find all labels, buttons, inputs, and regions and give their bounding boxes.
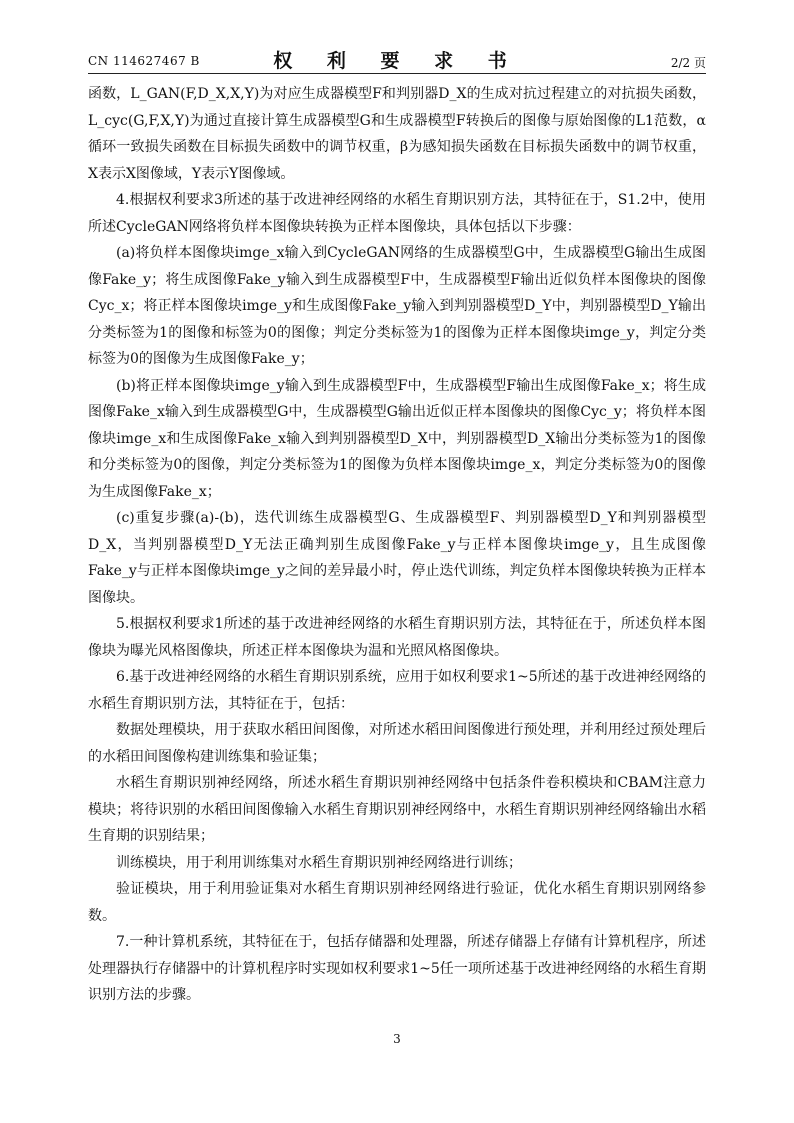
claim-6-data-module: 数据处理模块，用于获取水稻田间图像，对所述水稻田间图像进行预处理，并利用经过预处理后的水稻田间图像构建训练集和验证集； xyxy=(88,722,706,765)
claim-4-step-b: (b)将正样本图像块imge_y输入到生成器模型F中，生成器模型F输出生成图像Fake_x；将生成图像Fake_x输入到生成器模型G中，生成器模型G输出近似正样本图像块的图像Cyc_y；将负样本图像块imge_x和生成图像Fake_x输入到判别器模型D_X中，判别器模型D_X输出分类标签为1的图像和分类标签为0的图像，判定分类标签为1的图像为负样本图像块imge_x，判定分类标签为0的图像为生成图像Fake_x； xyxy=(88,377,706,500)
header-rule xyxy=(88,73,706,74)
claim-4-step-c: (c)重复步骤(a)-(b)，迭代训练生成器模型G、生成器模型F、判别器模型D_Y和判别器模型D_X，当判别器模型D_Y无法正确判别生成图像Fake_y与正样本图像块imge_y，且生成图像Fake_y与正样本图像块imge_y之间的差异最小时，停止迭代训练，判定负样本图像块转换为正样本图像块。 xyxy=(88,510,706,606)
claim-7: 7.一种计算机系统，其特征在于，包括存储器和处理器，所述存储器上存储有计算机程序，所述处理器执行存储器中的计算机程序时实现如权利要求1~5任一项所述基于改进神经网络的水稻生育期识别方法的步骤。 xyxy=(88,934,706,1003)
claim-6-training-module: 训练模块，用于利用训练集对水稻生育期识别神经网络进行训练； xyxy=(116,854,522,871)
page-indicator: 2/2 页 xyxy=(670,56,706,70)
paragraph-continuation: 函数，L_GAN(F,D_X,X,Y)为对应生成器模型F和判别器D_X的生成对抗过程建立的对抗损失函数，L_cyc(G,F,X,Y)为通过直接计算生成器模型G和生成器模型F转换后的图像与原始图像的L1范数，α循环一致损失函数在目标损失函数中的调节权重，β为感知损失函数在目标损失函数中的调节权重，X表示X图像域，Y表示Y图像域。 xyxy=(88,86,706,182)
claim-5: 5.根据权利要求1所述的基于改进神经网络的水稻生育期识别方法，其特征在于，所述负样本图像块为曝光风格图像块，所述正样本图像块为温和光照风格图像块。 xyxy=(88,616,706,659)
claim-6-network: 水稻生育期识别神经网络，所述水稻生育期识别神经网络中包括条件卷积模块和CBAM注意力模块；将待识别的水稻田间图像输入水稻生育期识别神经网络中，水稻生育期识别神经网络输出水稻生育期的识别结果； xyxy=(88,775,706,844)
claim-4: 4.根据权利要求3所述的基于改进神经网络的水稻生育期识别方法，其特征在于，S1.2中，使用所述CycleGAN网络将负样本图像块转换为正样本图像块，具体包括以下步骤： xyxy=(88,192,706,235)
claim-6: 6.基于改进神经网络的水稻生育期识别系统，应用于如权利要求1~5所述的基于改进神经网络的水稻生育期识别方法，其特征在于，包括： xyxy=(88,669,706,712)
page-title: 权 利 要 求 书 xyxy=(273,50,521,72)
claim-4-step-a: (a)将负样本图像块imge_x输入到CycleGAN网络的生成器模型G中，生成器模型G输出生成图像Fake_y；将生成图像Fake_y输入到生成器模型F中，生成器模型F输出近似负样本图像块的图像Cyc_x；将正样本图像块imge_y和生成图像Fake_y输入到判别器模型D_Y中，判别器模型D_Y输出分类标签为1的图像和标签为0的图像；判定分类标签为1的图像为正样本图像块imge_y，判定分类标签为0的图像为生成图像Fake_y； xyxy=(88,245,706,367)
claims-body xyxy=(88,81,706,1009)
page-header xyxy=(88,44,706,74)
claim-6-validation-module: 验证模块，用于利用验证集对水稻生育期识别神经网络进行验证，优化水稻生育期识别网络参数。 xyxy=(88,881,706,924)
patent-number: CN 114627467 B xyxy=(88,54,200,68)
page-number: 3 xyxy=(393,1032,401,1046)
